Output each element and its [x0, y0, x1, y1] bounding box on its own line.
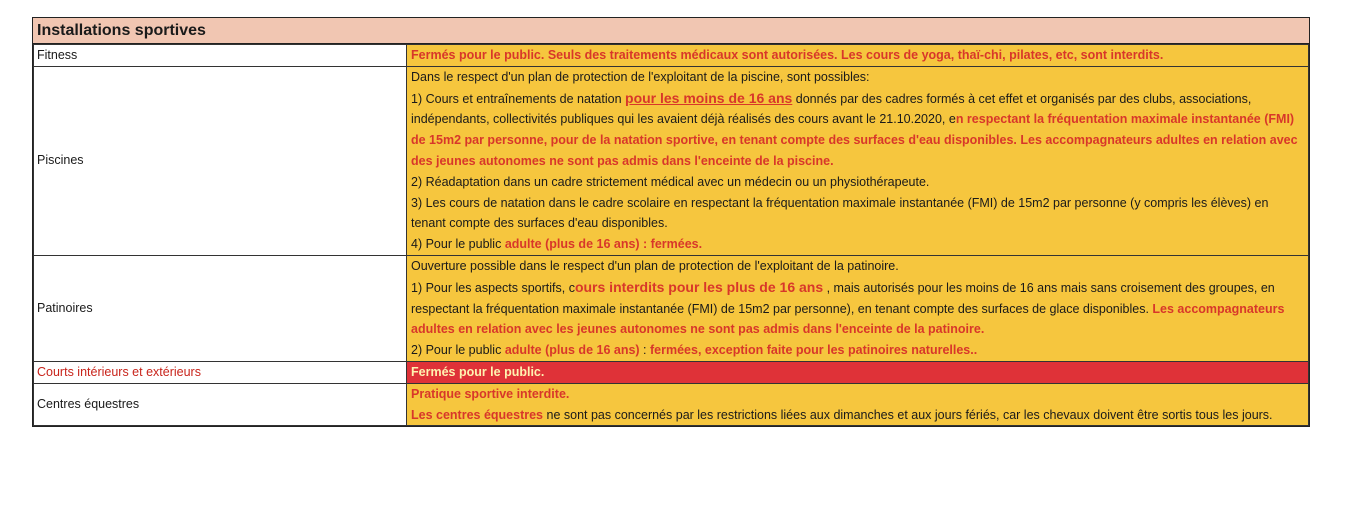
row-content-piscines	[407, 66, 1309, 255]
patinoires-point-1	[411, 277, 1305, 340]
piscines-p4-red: adulte (plus de 16 ans) : fermées.	[504, 237, 703, 252]
row-label-fitness: Fitness	[34, 45, 407, 67]
piscines-p1-c: donnés par des cadres formés à cet effet et organisés par des clubs, associations, indépendants, collectivités publiques qui les avaient déjà réalisés des cours avant le 21.10.2020, e	[411, 91, 1252, 127]
piscines-point-2: 2) Réadaptation dans un cadre strictement médical avec un médecin ou un physiothérapeute.	[411, 174, 930, 189]
equestres-l2-red: Les centres équestres	[411, 407, 544, 422]
patinoires-p1-red: Les accompagnateurs adultes en relation avec les jeunes autonomes ne sont pas admis dans l'enceinte de la patinoire.	[411, 301, 1285, 337]
patinoires-p2-red: adulte (plus de 16 ans)	[504, 343, 640, 358]
table-row-fitness	[34, 45, 1309, 67]
piscines-point-4	[411, 234, 1305, 255]
sports-facilities-table	[32, 17, 1310, 427]
row-content-courts: Fermés pour le public.	[407, 361, 1309, 383]
row-content-equestres	[407, 383, 1309, 426]
table-row-patinoires	[34, 255, 1309, 361]
row-label-patinoires: Patinoires	[34, 255, 407, 361]
patinoires-p2-a: 2) Pour le public	[411, 343, 505, 358]
patinoires-p1-c: , mais autorisés pour les moins de 16 ans mais sans croisement des groupes, en respectant la fréquentation maximale instantanée (FMI) de 15m2 par personne), en tenant compte des surfaces de glace disponibles.	[411, 280, 1275, 316]
row-label-courts: Courts intérieurs et extérieurs	[34, 361, 407, 383]
piscines-p4-a: 4) Pour le public	[411, 237, 505, 252]
piscines-intro: Dans le respect d'un plan de protection de l'exploitant de la piscine, sont possibles:	[411, 69, 870, 84]
row-content-fitness: Fermés pour le public. Seuls des traitements médicaux sont autorisées. Les cours de yoga, thaï-chi, pilates, etc, sont interdits.	[407, 45, 1309, 67]
table-row-equestres	[34, 383, 1309, 426]
row-label-equestres: Centres équestres	[34, 383, 407, 426]
equestres-line-2	[411, 405, 1305, 426]
piscines-p1-highlight: pour les moins de 16 ans	[625, 89, 793, 106]
equestres-line-1: Pratique sportive interdite.	[411, 386, 570, 401]
piscines-p1-a: 1) Cours et entraînements de natation	[411, 91, 626, 106]
table-row-piscines	[34, 66, 1309, 255]
patinoires-intro: Ouverture possible dans le respect d'un plan de protection de l'exploitant de la patinoire.	[411, 258, 899, 273]
piscines-p1-red: n respectant la fréquentation maximale instantanée (FMI) de 15m2 par personne, pour de la natation sportive, en tenant compte des surfaces d'eau disponibles. Les accompagnateurs adultes en relation avec des jeunes autonomes ne sont pas admis dans l'enceinte de la piscine.	[411, 112, 1298, 168]
patinoires-point-2	[411, 340, 1305, 361]
row-content-patinoires	[407, 255, 1309, 361]
equestres-l2-b: ne sont pas concernés par les restrictions liées aux dimanches et aux jours fériés, car les chevaux doivent être sortis tous les jours.	[543, 407, 1273, 422]
patinoires-p1-a: 1) Pour les aspects sportifs, c	[411, 280, 575, 295]
row-label-piscines: Piscines	[34, 66, 407, 255]
piscines-point-3: 3) Les cours de natation dans le cadre scolaire en respectant la fréquentation maximale instantanée (FMI) de 15m2 par personne (y compris les élèves) en tenant compte des surfaces d'eau disponibles.	[411, 195, 1269, 231]
table-row-courts	[34, 361, 1309, 383]
patinoires-p2-c: :	[639, 343, 650, 358]
facilities-grid	[33, 44, 1309, 426]
patinoires-p1-highlight: ours interdits pour les plus de 16 ans	[574, 278, 824, 295]
piscines-point-1	[411, 88, 1305, 172]
patinoires-p2-red-2: fermées, exception faite pour les patinoires naturelles..	[650, 343, 978, 358]
table-title: Installations sportives	[33, 18, 1309, 44]
